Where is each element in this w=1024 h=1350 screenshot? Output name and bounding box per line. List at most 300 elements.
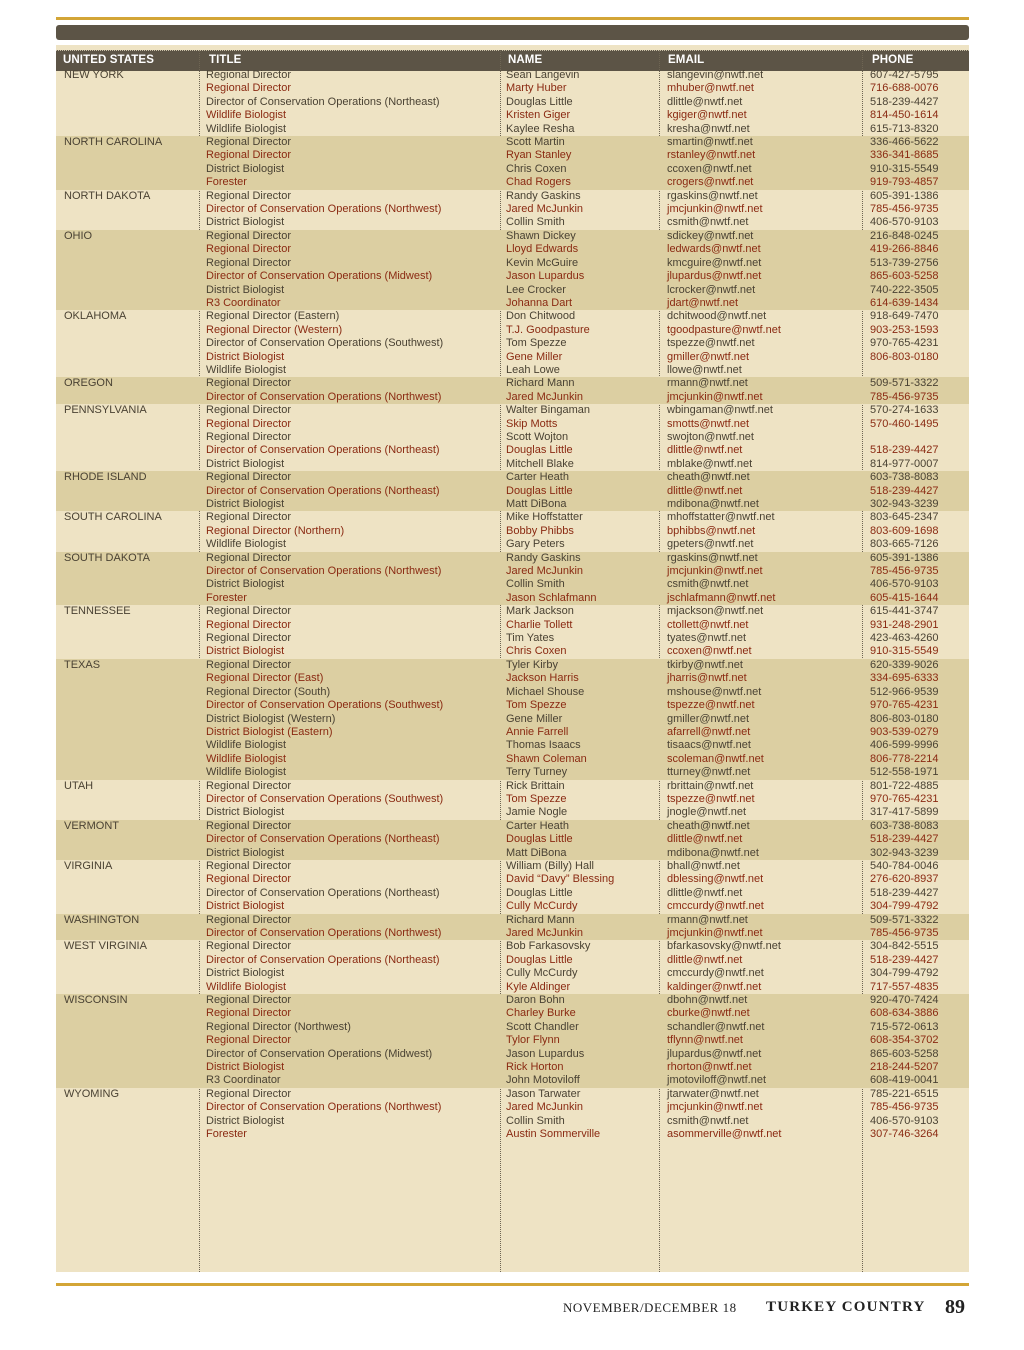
phone-cell: 806-778-2214 (870, 752, 939, 765)
table-row (56, 96, 969, 109)
phone-cell: 910-315-5549 (870, 645, 939, 658)
name-cell: Jared McJunkin (506, 1101, 584, 1114)
table-row (56, 1007, 969, 1020)
title-cell: Regional Director (206, 377, 291, 390)
name-cell: Annie Farrell (506, 725, 569, 738)
name-cell: Jared McJunkin (506, 565, 584, 578)
title-cell: District Biologist (206, 350, 285, 363)
state-cell: OHIO (64, 229, 93, 242)
name-cell: Cully McCurdy (506, 967, 578, 980)
title-cell: Director of Conservation Operations (Southwest) (206, 337, 444, 350)
phone-cell: 334-695-6333 (870, 672, 939, 685)
name-cell: Richard Mann (506, 913, 575, 926)
table-row (56, 418, 969, 431)
name-cell: Kyle Aldinger (506, 980, 571, 993)
name-cell: Tim Yates (506, 632, 555, 645)
phone-cell: 518-239-4427 (870, 953, 939, 966)
email-cell: gpeters@nwtf.net (667, 538, 754, 551)
title-cell: Director of Conservation Operations (Southwest) (206, 699, 444, 712)
name-cell: Marty Huber (506, 82, 567, 95)
table-row (56, 123, 969, 136)
name-cell: Jason Tarwater (506, 1087, 581, 1100)
table-row (56, 860, 969, 873)
table-row (56, 69, 969, 82)
email-cell: jmcjunkin@nwtf.net (667, 390, 763, 403)
table-row (56, 337, 969, 350)
title-cell: District Biologist (Western) (206, 712, 336, 725)
name-cell: Kaylee Resha (506, 122, 575, 135)
phone-cell: 307-746-3264 (870, 1128, 939, 1141)
name-cell: Mike Hoffstatter (506, 511, 583, 524)
title-cell: Regional Director (Eastern) (206, 310, 340, 323)
state-group (56, 940, 969, 994)
name-cell: Matt DiBona (506, 846, 567, 859)
table-row (56, 645, 969, 658)
table-row (56, 1101, 969, 1114)
title-cell: Regional Director (Northwest) (206, 1020, 351, 1033)
title-cell: Wildlife Biologist (206, 122, 287, 135)
phone-cell: 801-722-4885 (870, 779, 939, 792)
title-cell: District Biologist (206, 216, 285, 229)
email-cell: dlittle@nwtf.net (667, 886, 743, 899)
phone-cell: 608-634-3886 (870, 1007, 939, 1020)
name-cell: Shawn Coleman (506, 752, 587, 765)
phone-cell: 614-639-1434 (870, 296, 939, 309)
table-row (56, 940, 969, 953)
state-group (56, 994, 969, 1088)
state-cell: UTAH (64, 779, 94, 792)
name-cell: Skip Motts (506, 417, 558, 430)
name-cell: Lee Crocker (506, 283, 566, 296)
title-cell: Director of Conservation Operations (Northwest) (206, 203, 442, 216)
title-cell: Director of Conservation Operations (Northeast) (206, 95, 440, 108)
name-cell: Rick Brittain (506, 779, 565, 792)
table-row (56, 216, 969, 229)
name-cell: Chad Rogers (506, 176, 571, 189)
table-row (56, 833, 969, 846)
phone-cell: 785-456-9735 (870, 390, 939, 403)
phone-cell: 216-848-0245 (870, 229, 939, 242)
title-cell: Regional Director (206, 136, 291, 149)
table-row (56, 377, 969, 390)
email-cell: kmcguire@nwtf.net (667, 256, 762, 269)
email-cell: rstanley@nwtf.net (667, 149, 756, 162)
table-row (56, 726, 969, 739)
phone-cell: 970-765-4231 (870, 792, 939, 805)
state-group (56, 310, 969, 377)
email-cell: dchitwood@nwtf.net (667, 310, 767, 323)
table-row (56, 994, 969, 1007)
table-row (56, 766, 969, 779)
phone-cell: 803-645-2347 (870, 511, 939, 524)
email-cell: mhuber@nwtf.net (667, 82, 754, 95)
title-cell: Wildlife Biologist (206, 538, 287, 551)
name-cell: Mark Jackson (506, 605, 574, 618)
phone-cell: 304-799-4792 (870, 967, 939, 980)
table-row (56, 1034, 969, 1047)
email-cell: jdart@nwtf.net (667, 296, 739, 309)
state-group (56, 1088, 969, 1142)
table-row (56, 847, 969, 860)
title-cell: Regional Director (206, 256, 291, 269)
email-cell: bphibbs@nwtf.net (667, 524, 756, 537)
magazine-title: TURKEY COUNTRY (766, 1299, 926, 1315)
email-cell: jlupardus@nwtf.net (667, 1047, 762, 1060)
name-cell: Collin Smith (506, 578, 565, 591)
title-cell: Director of Conservation Operations (Midwest) (206, 270, 433, 283)
phone-cell: 903-253-1593 (870, 323, 939, 336)
name-cell: Douglas Little (506, 886, 573, 899)
name-cell: Terry Turney (506, 766, 568, 779)
email-cell: wbingaman@nwtf.net (667, 404, 773, 417)
state-cell: PENNSYLVANIA (64, 404, 147, 417)
email-cell: mhoffstatter@nwtf.net (667, 511, 775, 524)
phone-cell: 570-460-1495 (870, 417, 939, 430)
phone-cell: 317-417-5899 (870, 806, 939, 819)
phone-cell: 518-239-4427 (870, 886, 939, 899)
name-cell: Collin Smith (506, 1114, 565, 1127)
table-row (56, 1061, 969, 1074)
name-cell: Gary Peters (506, 538, 565, 551)
phone-cell: 512-966-9539 (870, 685, 939, 698)
header-title: TITLE (209, 54, 242, 66)
name-cell: Carter Heath (506, 819, 569, 832)
phone-cell: 865-603-5258 (870, 270, 939, 283)
state-cell: WISCONSIN (64, 994, 128, 1007)
phone-cell: 919-793-4857 (870, 176, 939, 189)
email-cell: dlittle@nwtf.net (667, 833, 743, 846)
title-cell: Forester (206, 176, 247, 189)
email-cell: rgaskins@nwtf.net (667, 551, 758, 564)
table-row (56, 203, 969, 216)
phone-cell: 518-239-4427 (870, 484, 939, 497)
name-cell: Rick Horton (506, 1061, 564, 1074)
phone-cell: 865-603-5258 (870, 1047, 939, 1060)
email-cell: swojton@nwtf.net (667, 430, 754, 443)
title-cell: Wildlife Biologist (206, 363, 287, 376)
email-cell: jmcjunkin@nwtf.net (667, 927, 763, 939)
table-row (56, 257, 969, 270)
phone-cell: 570-274-1633 (870, 404, 939, 417)
email-cell: tturney@nwtf.net (667, 766, 751, 779)
state-cell: TENNESSEE (64, 605, 131, 618)
title-cell: District Biologist (Eastern) (206, 725, 333, 738)
table-row (56, 297, 969, 310)
table-row (56, 981, 969, 994)
phone-cell: 406-570-9103 (870, 216, 939, 229)
table-row (56, 967, 969, 980)
title-cell: Regional Director (206, 1034, 291, 1047)
title-cell: District Biologist (206, 578, 285, 591)
email-cell: ccoxen@nwtf.net (667, 645, 752, 658)
state-group (56, 404, 969, 471)
name-cell: Leah Lowe (506, 363, 560, 376)
phone-cell: 803-609-1698 (870, 524, 939, 537)
state-group (56, 377, 969, 404)
name-cell: Lloyd Edwards (506, 243, 579, 256)
phone-cell: 970-765-4231 (870, 699, 939, 712)
table-row (56, 632, 969, 645)
phone-cell: 785-221-6515 (870, 1087, 939, 1100)
state-group (56, 820, 969, 860)
table-header (56, 50, 969, 71)
email-cell: jharris@nwtf.net (667, 672, 747, 685)
name-cell: Don Chitwood (506, 310, 576, 323)
email-cell: ccoxen@nwtf.net (667, 162, 752, 175)
phone-cell: 715-572-0613 (870, 1020, 939, 1033)
table-row (56, 458, 969, 471)
state-cell: NEW YORK (64, 69, 124, 81)
table-row (56, 592, 969, 605)
email-cell: mjackson@nwtf.net (667, 605, 764, 618)
name-cell: Tom Spezze (506, 337, 567, 350)
email-cell: mdibona@nwtf.net (667, 498, 759, 510)
table-row (56, 1088, 969, 1101)
state-group (56, 659, 969, 780)
state-group (56, 230, 969, 310)
table-row (56, 1048, 969, 1061)
name-cell: Cully McCurdy (506, 900, 578, 913)
page-footer (0, 1296, 1024, 1320)
name-cell: Kevin McGuire (506, 256, 579, 269)
email-cell: cheath@nwtf.net (667, 471, 750, 484)
title-cell: District Biologist (206, 162, 285, 175)
table-row (56, 927, 969, 940)
table-body (56, 69, 969, 1142)
table-row (56, 364, 969, 377)
name-cell: Chris Coxen (506, 645, 567, 658)
state-cell: VIRGINIA (64, 859, 113, 872)
title-cell: Director of Conservation Operations (Midwest) (206, 1047, 433, 1060)
table-row (56, 565, 969, 578)
table-row (56, 351, 969, 364)
name-cell: T.J. Goodpasture (506, 323, 590, 336)
email-cell: kaldinger@nwtf.net (667, 980, 762, 993)
title-cell: Regional Director (206, 149, 291, 162)
email-cell: csmith@nwtf.net (667, 216, 749, 229)
title-cell: Wildlife Biologist (206, 739, 287, 752)
table-row (56, 498, 969, 511)
email-cell: smartin@nwtf.net (667, 136, 753, 149)
table-row (56, 310, 969, 323)
title-cell: District Biologist (206, 283, 285, 296)
title-cell: Regional Director (206, 873, 291, 886)
phone-cell: 304-842-5515 (870, 940, 939, 953)
table-row (56, 485, 969, 498)
phone-cell: 603-738-8083 (870, 819, 939, 832)
name-cell: Sean Langevin (506, 69, 580, 81)
name-cell: Randy Gaskins (506, 551, 581, 564)
table-row (56, 82, 969, 95)
title-cell: Director of Conservation Operations (Northeast) (206, 886, 440, 899)
title-cell: Regional Director (206, 779, 291, 792)
table-row (56, 793, 969, 806)
phone-cell: 512-558-1971 (870, 766, 939, 779)
table-row (56, 873, 969, 886)
email-cell: asommerville@nwtf.net (667, 1128, 782, 1141)
email-cell: rhorton@nwtf.net (667, 1061, 752, 1074)
phone-cell: 910-315-5549 (870, 162, 939, 175)
table-row (56, 954, 969, 967)
phone-cell: 509-571-3322 (870, 913, 939, 926)
state-cell: NORTH CAROLINA (64, 136, 163, 149)
table-row (56, 404, 969, 417)
state-cell: NORTH DAKOTA (64, 189, 151, 202)
table-row (56, 471, 969, 484)
state-cell: WEST VIRGINIA (64, 940, 147, 953)
table-row (56, 605, 969, 618)
phone-cell: 785-456-9735 (870, 927, 939, 939)
name-cell: Tom Spezze (506, 699, 567, 712)
state-cell: OKLAHOMA (64, 310, 127, 323)
email-cell: rbrittain@nwtf.net (667, 779, 754, 792)
table-row (56, 619, 969, 632)
title-cell: Director of Conservation Operations (Northwest) (206, 565, 442, 578)
email-cell: sdickey@nwtf.net (667, 229, 754, 242)
name-cell: Thomas Isaacs (506, 739, 581, 752)
title-cell: Forester (206, 591, 247, 604)
email-cell: kgiger@nwtf.net (667, 109, 747, 122)
state-group (56, 860, 969, 914)
phone-cell: 931-248-2901 (870, 618, 939, 631)
table-row (56, 284, 969, 297)
name-cell: Walter Bingaman (506, 404, 590, 417)
header-name: NAME (508, 54, 543, 66)
title-cell: District Biologist (206, 806, 285, 819)
name-cell: Jason Lupardus (506, 270, 585, 283)
table-row (56, 914, 969, 927)
name-cell: Michael Shouse (506, 685, 585, 698)
state-group (56, 136, 969, 190)
email-cell: jmcjunkin@nwtf.net (667, 1101, 763, 1114)
phone-cell: 304-799-4792 (870, 900, 939, 913)
phone-cell: 518-239-4427 (870, 95, 939, 108)
name-cell: Daron Bohn (506, 994, 565, 1007)
table-row (56, 1128, 969, 1141)
name-cell: John Motoviloff (506, 1074, 580, 1087)
table-row (56, 672, 969, 685)
name-cell: Bobby Phibbs (506, 524, 574, 537)
name-cell: Johanna Dart (506, 296, 573, 309)
email-cell: cheath@nwtf.net (667, 819, 750, 832)
phone-cell: 336-341-8685 (870, 149, 939, 162)
phone-cell: 518-239-4427 (870, 444, 939, 457)
name-cell: Scott Wojton (506, 430, 569, 443)
state-cell: WASHINGTON (64, 913, 140, 926)
header-email: EMAIL (668, 54, 705, 66)
table-row (56, 511, 969, 524)
email-cell: lcrocker@nwtf.net (667, 283, 756, 296)
phone-cell: 607-427-5795 (870, 69, 939, 81)
table-row (56, 538, 969, 551)
name-cell: Randy Gaskins (506, 189, 581, 202)
email-cell: jtarwater@nwtf.net (667, 1087, 759, 1100)
name-cell: Douglas Little (506, 484, 573, 497)
title-cell: Regional Director (206, 511, 291, 524)
table-row (56, 391, 969, 404)
phone-cell: 814-977-0007 (870, 457, 939, 470)
email-cell: jmotoviloff@nwtf.net (667, 1074, 767, 1087)
title-cell: District Biologist (206, 900, 285, 913)
email-cell: dbohn@nwtf.net (667, 994, 748, 1007)
email-cell: tspezze@nwtf.net (667, 337, 755, 350)
phone-cell: 970-765-4231 (870, 337, 939, 350)
email-cell: crogers@nwtf.net (667, 176, 754, 189)
title-cell: Wildlife Biologist (206, 980, 287, 993)
name-cell: Charley Burke (506, 1007, 576, 1020)
title-cell: R3 Coordinator (206, 296, 281, 309)
phone-cell: 406-570-9103 (870, 578, 939, 591)
name-cell: Shawn Dickey (506, 229, 576, 242)
phone-cell: 608-354-3702 (870, 1034, 939, 1047)
phone-cell: 218-244-5207 (870, 1061, 939, 1074)
phone-cell: 615-441-3747 (870, 605, 939, 618)
email-cell: mblake@nwtf.net (667, 457, 753, 470)
state-cell: RHODE ISLAND (64, 471, 147, 484)
phone-cell: 785-456-9735 (870, 203, 939, 216)
title-cell: District Biologist (206, 457, 285, 470)
state-cell: WYOMING (64, 1087, 119, 1100)
title-cell: Regional Director (Western) (206, 323, 343, 336)
email-cell: csmith@nwtf.net (667, 578, 749, 591)
table-row (56, 149, 969, 162)
phone-cell: 740-222-3505 (870, 283, 939, 296)
phone-cell: 540-784-0046 (870, 859, 939, 872)
state-cell: TEXAS (64, 658, 101, 671)
title-cell: Regional Director (206, 430, 291, 443)
name-cell: Scott Martin (506, 136, 565, 149)
title-cell: Regional Director (206, 243, 291, 256)
email-cell: rmann@nwtf.net (667, 913, 748, 926)
phone-cell: 276-620-8937 (870, 873, 939, 886)
email-cell: jnogle@nwtf.net (667, 806, 747, 819)
email-cell: tyates@nwtf.net (667, 632, 747, 645)
email-cell: cmccurdy@nwtf.net (667, 967, 764, 980)
title-cell: Regional Director (Northern) (206, 524, 345, 537)
table-row (56, 900, 969, 913)
title-cell: Director of Conservation Operations (Southwest) (206, 792, 444, 805)
name-cell: Carter Heath (506, 471, 569, 484)
email-cell: csmith@nwtf.net (667, 1114, 749, 1127)
table-row (56, 431, 969, 444)
title-cell: Regional Director (206, 229, 291, 242)
table-row (56, 699, 969, 712)
header-bar (56, 25, 969, 40)
name-cell: Jason Schlafmann (506, 591, 597, 604)
phone-cell: 518-239-4427 (870, 833, 939, 846)
name-cell: Austin Sommerville (506, 1128, 601, 1141)
name-cell: Mitchell Blake (506, 457, 574, 470)
table-row (56, 444, 969, 457)
state-group (56, 914, 969, 941)
name-cell: Jackson Harris (506, 672, 579, 685)
table-row (56, 324, 969, 337)
name-cell: Ryan Stanley (506, 149, 572, 162)
name-cell: Tom Spezze (506, 792, 567, 805)
state-group (56, 190, 969, 230)
email-cell: tflynn@nwtf.net (667, 1034, 743, 1047)
phone-cell: 717-557-4835 (870, 980, 939, 993)
name-cell: Collin Smith (506, 216, 565, 229)
table-row (56, 686, 969, 699)
title-cell: Regional Director (206, 82, 291, 95)
email-cell: tisaacs@nwtf.net (667, 739, 751, 752)
title-cell: Regional Director (206, 819, 291, 832)
state-group (56, 780, 969, 820)
state-cell: OREGON (64, 377, 113, 390)
name-cell: Jared McJunkin (506, 927, 584, 939)
phone-cell: 785-456-9735 (870, 1101, 939, 1114)
